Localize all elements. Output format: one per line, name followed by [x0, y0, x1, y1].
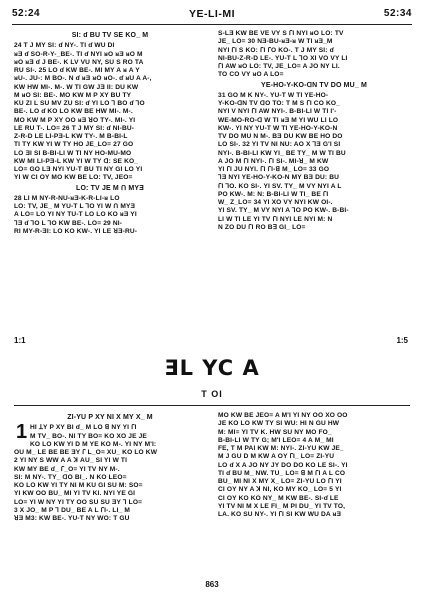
text-line: NYI-. B-BI-LI KW YI_ BE TY_ M W TI BU	[218, 149, 346, 157]
header-book-title: YE-LI-MI	[189, 8, 235, 20]
text-line: LI W TI LE YI TV ꓩƖ NYI LE NYI M: N	[218, 215, 333, 223]
text-line: OU M_ LE BE BE ƎY ꓩ L_O= XU_ KO LO KW	[14, 449, 158, 456]
text-line: KO LO KW YI TY NI M KU GI SU M: SO=	[14, 482, 143, 489]
text-line: NYI V NYI ꓩƖ AW NYI-. B-BI-LI W TI I'-	[218, 108, 337, 116]
section-heading: LO: TV JE M ᑎ MYƎ	[76, 184, 144, 192]
text-line: BU_ MI NI X MY X_ LO= ZI-YU LO ꓩƖ YI	[218, 478, 342, 485]
text-line: 24 T J MY SI: ɗ NY-. TI ɗ WU DI	[14, 42, 115, 50]
left-column-bottom	[14, 412, 206, 524]
text-line: ᴚU-. JU-: M BO-. N ɗ ᴚƎ ᴚO ᴚO-. ɗ ᴚU A A-,	[14, 75, 152, 83]
text-line: N ZO DU ꓩƖ RO B∃ GƖ_ LO=	[218, 223, 306, 231]
text-line: TV DO MU N M-. BƎ DU KW BE HO DO	[218, 133, 343, 140]
text-line: YI TV NI M X LE FI_ M PI DU_ YI TV TO,	[218, 502, 346, 510]
text-line: PO KW-. M: N: B-BI-LI W TI_ BE ꓩƖ	[218, 190, 329, 198]
text-line: M: MI= YI TV K. HW SU NY MO FO_	[218, 428, 332, 436]
text-line: SI: M NY-. TY_ ꓷO BI_. N KO LEO=	[14, 473, 127, 481]
text-line: 2 YI NY S WW A A ꓘ AU_ SI YI W TI	[14, 457, 128, 465]
text-line: LE RU T-. LO= 26 T J MY SI: ɗ NI-BU-	[14, 124, 135, 132]
book-title: ƎL YC A	[164, 356, 260, 380]
text-line: CI OY KO KO NY_ M KW BE-. SI-ɗ LE	[218, 494, 339, 502]
text-line: TI ɗ BU M_ NW. TU_ LO= ꓭ M ꓩƖ A L CO	[218, 469, 346, 477]
section-rule	[14, 405, 410, 406]
text-line: LO SI-. 32 YI TV NI NU: AO X ꓶƎ G'I SI	[218, 141, 341, 149]
text-line: LO= GO LƎ NYI YU-T BU TI NY GI LO YI	[14, 166, 143, 173]
text-line: ꓤƎ M3: KW BE-. YU-T NY WO: T GU	[14, 515, 130, 522]
text-line: ꓶƎ ɗ ꓶO L ꓶO KW BE-. LO= 29 NI-	[14, 219, 123, 227]
text-line: NYI ꓩƖ S KO: ꓩƖ ꓩO KO-. T J MY SI: ɗ	[218, 46, 334, 54]
text-line: FE, T M PAI KW M: NYI-. ZI-YU KW JE_	[218, 445, 344, 452]
book-subtitle: T OƖ	[201, 389, 223, 399]
chapter-number: 1	[16, 421, 28, 443]
left-column-top	[14, 30, 206, 330]
text-line: Z-R-D LE LI-PƎ-L KW TY-. M B-BI-L	[14, 133, 128, 140]
text-line: RI MY-R-ƎI: LO KO KW-. YI LE ꓤƎ-RU-	[14, 227, 138, 235]
text-line: HI ꓕY P XY BI ɗ_ M LO ꓭ NY YI ꓩƖ	[30, 424, 137, 432]
text-line: M TV_ BO-. NI TY BO= KO XO JE JE	[30, 432, 147, 440]
text-line: TO CO VY ᴚO A LO=	[218, 71, 284, 79]
text-line: KW MY BE ɗ_ ꓩ_O= YI TV NY M-.	[14, 465, 120, 473]
text-line: YI ꓩƖ JU NYI. ꓩƖ ꓩƖ-ꓭ M_ LO= 33 GO	[218, 166, 330, 173]
text-line: A JO M ꓩƖ NYI-. ꓩƖ SI-. MI-ꓤ_ M KW	[218, 157, 329, 165]
text-line: ꓶƎ NYI YE-HO-Y-KO-N MY BƎ DU: BU	[218, 174, 340, 182]
text-line: MO KW M P XY OO ᴚƎ ꓤO TY-. MI-. YI	[14, 116, 136, 124]
text-line: BE-. LO ɗ KO LO KW BE HW MI-. M-.	[14, 108, 133, 116]
section-heading: ZI-YU P XY NI X MY X_ M	[67, 414, 153, 421]
running-header	[12, 8, 412, 22]
chapter-right-reference: 1:5	[396, 336, 408, 345]
text-line: ᴚƎ ɗ SO-R-Y-_BE-. TI ɗ NYI ᴚO ᴚƎ ᴚO M	[14, 50, 143, 58]
section-heading: YE-HO-Y-KO-ꓷN TV DO MU_ M	[261, 81, 367, 89]
page-number: 863	[205, 580, 219, 589]
right-column-bottom	[218, 412, 410, 524]
chapter-left-reference: 1:1	[14, 336, 26, 345]
text-line: 31 GO M K NY-. YU-T W TI YE-HO-	[218, 91, 329, 99]
text-line: JE KO LO KW TY SI WU: HI N GU HW	[218, 420, 340, 428]
text-line: LO= YI W NY YI TY OO SU SU ƎY ꓶ LO=	[14, 498, 143, 506]
section-heading: SI: ɗ BU TV SE KO_ M	[71, 32, 149, 39]
text-line: KW MI LI-PƎ-L KW YI W TY ᗡ: SE KO_	[14, 157, 139, 165]
text-line: JE_ LO= 30 NƎ-BU-ᴚƎ-ᴚ W TI ᴚƎ_M	[218, 38, 333, 46]
text-line: KW HW MI-. M-. W TI GW JƎ ƖI: DU KW	[14, 83, 139, 91]
text-line: M J GU D M KW A OY ꓩƖ_ LO= ZI-YU	[218, 453, 335, 461]
text-line: S-LƎ KW BE VE VY S ꓩƖ NYI ᴚO LO: TV	[218, 30, 344, 37]
text-line: YI KW OO BU_ MI YI TV KI. NYI YE GI	[14, 490, 136, 498]
text-line: KW-. YI NY YU-T W TI YE-HO-Y-KO-N	[218, 124, 338, 132]
text-line: MO KW BE JEO= A M'I YI NY OO XO OO	[218, 412, 348, 419]
text-line: LO ƎƖ SI B-BI-LI W TI NY HO-MU-MO	[14, 149, 132, 157]
text-line: TI TY KW YI W TY HO JE_LO= 27 GO	[14, 141, 134, 149]
text-line: KO LO KW YI D M YE KO M-. YI NY M'I:	[30, 440, 157, 448]
text-line: LO: TV, JE_ M YU-T L ꓶO YI W ᑎ MYƎ	[14, 203, 136, 210]
header-right-reference: 52:34	[383, 8, 412, 19]
header-left-reference: 52:24	[12, 8, 41, 19]
text-line: A LO= LO YI NY TU-T LO LO KO ᴚƎ YI	[14, 211, 137, 219]
text-line: KU ZI L SU MV ZU SI: ɗ YI LO ꓶ BO ɗ ꓶO	[14, 100, 145, 107]
text-line: M ᴚO SI: BE-. MO KW M P XY BU TY	[14, 91, 132, 99]
text-line: WE-MO-RO-ꓷ W TI ᴚƎ M YI WU LI LO	[218, 116, 339, 124]
header-rule	[12, 24, 412, 25]
text-line: CI OY NY A ꓘ NI, KO MY KO_ LO= 5 YI	[218, 486, 342, 494]
text-line: NI-BU-Z-R-D LE-. YU-T L ꓶO XI VO VY LI	[218, 54, 348, 62]
text-line: ꓩƖ AW ᴚO LO: TV, JE_LO= A JO NY LI.	[218, 63, 340, 70]
text-line: RU SI-. 25 LO ɗ KW BE-. MI MY A ᴚ A Y	[14, 67, 140, 74]
text-line: 28 LI M NY-R-NU-ᴚƎ-K-R-LI-ᴚ LO	[14, 194, 120, 202]
text-line: B-BI-LI W TY G; M'I LEO= 4 A M_ MI	[218, 436, 334, 444]
text-line: YI SV. TY_ M VY NYI A ꓶO PO KW-. B-BI-	[218, 207, 349, 215]
right-column-top	[218, 30, 410, 330]
text-line: LO ɗ X A JO NY JY DO DO KO LE SI-. YI	[218, 461, 348, 469]
text-line: LA. KO SU NY-. YI ꓩƖ SI KW WU DA ᴚƎ	[218, 511, 342, 518]
text-line: W_ Z_LO= 34 YI XO VY NYI KW OI-.	[218, 199, 333, 206]
text-line: Y-KO-ꓷN TV ꓷO TO: T M S ꓩƖ CO KO_	[218, 100, 340, 107]
text-line: ꓩƖ ꓶO. KO SI-. YI SV. TY_ M VY NYI A L	[218, 182, 342, 190]
text-line: ᴚO ᴚƎ ɗ J BE-. K LV VU NY, SU S RO TA	[14, 58, 144, 66]
text-line: YI W CI OY MO KW BE LO: TV, JEO=	[14, 174, 133, 182]
text-line: 3 X JO_ M P ꓶ DU_ BE A L ꓩƖ-. LI_ M	[14, 506, 130, 514]
